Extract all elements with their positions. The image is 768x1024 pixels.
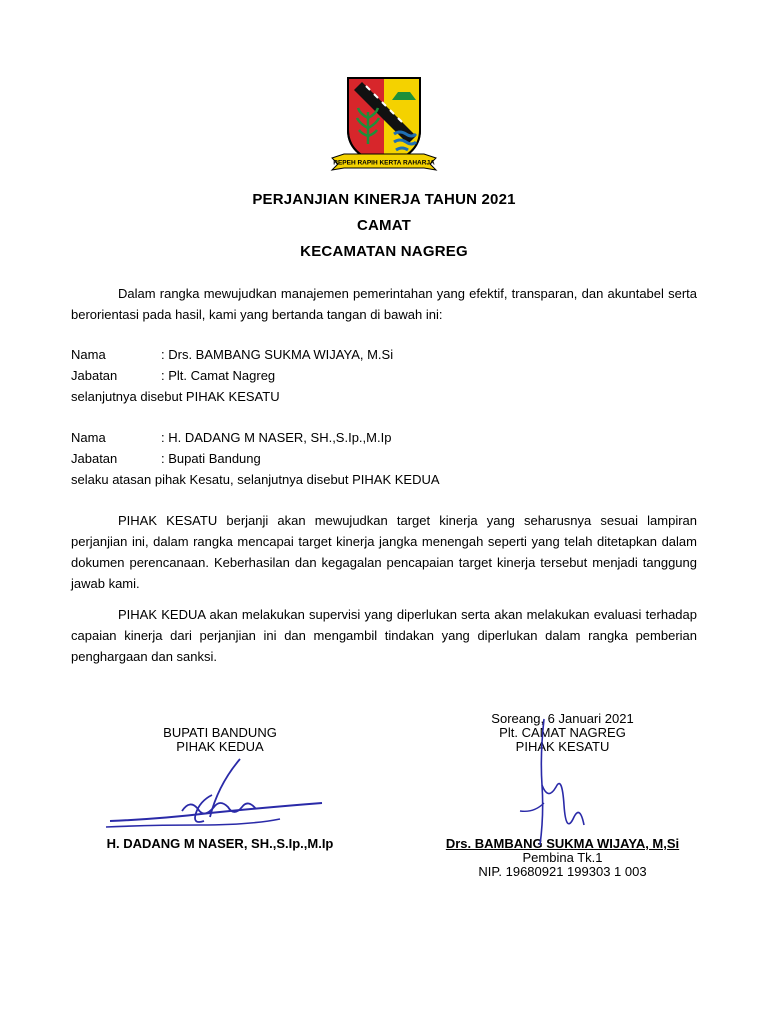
party2-note: selaku atasan pihak Kesatu, selanjutnya disebut PIHAK KEDUA (71, 472, 440, 487)
document-subtitle-position: CAMAT (356, 217, 412, 234)
signature-left-title: BUPATI BANDUNG (163, 725, 277, 740)
signature-right-place-date: Soreang, 6 Januari 2021 (491, 711, 634, 726)
party1-name-label: Nama (71, 347, 106, 362)
kabupaten-bandung-emblem (324, 72, 444, 176)
party1-position-value: : Plt. Camat Nagreg (161, 368, 276, 383)
party2-name-label: Nama (71, 430, 106, 445)
emblem-motto: REPEH RAPIH KERTA RAHARJA (333, 159, 435, 167)
party1-position-label: Jabatan (71, 368, 118, 383)
signature-left-handwritten-mark (100, 755, 330, 835)
intro-paragraph (71, 283, 697, 325)
party2-position-row (71, 448, 261, 469)
document-title: PERJANJIAN KINERJA TAHUN 2021 (252, 191, 516, 208)
party2-position-value: : Bupati Bandung (161, 451, 261, 466)
signature-right-title: Plt. CAMAT NAGREG (499, 725, 626, 740)
document-subtitle-district: KECAMATAN NAGREG (300, 243, 468, 260)
signature-right-name: Drs. BAMBANG SUKMA WIJAYA, M,Si (445, 836, 680, 851)
signature-left-role: PIHAK KEDUA (176, 739, 264, 754)
signature-right-role: PIHAK KESATU (515, 739, 610, 754)
party1-name-row (71, 344, 393, 365)
party2-position-label: Jabatan (71, 451, 118, 466)
party1-name-value: : Drs. BAMBANG SUKMA WIJAYA, M.Si (161, 347, 394, 362)
signature-left-name: H. DADANG M NASER, SH.,S.Ip.,M.Ip (106, 836, 334, 851)
signature-right-nip: NIP. 19680921 199303 1 003 (478, 864, 647, 879)
paragraph-pihak-kesatu-text: PIHAK KESATU berjanji akan mewujudkan target kinerja yang seharusnya sesuai lampiran perjanjian ini, dalam rangka mencapai target kinerja jangka menengah seperti yang telah ditetapkan dalam dokumen perencanaan. Keberhasilan dan kegagalan pencapaian target kinerja tersebut menjadi tanggung jawab kami. (71, 513, 697, 591)
party1-note: selanjutnya disebut PIHAK KESATU (71, 389, 280, 404)
signature-right-rank: Pembina Tk.1 (522, 850, 603, 865)
paragraph-pihak-kedua-text: PIHAK KEDUA akan melakukan supervisi yang diperlukan serta akan melakukan evaluasi terhadap capaian kinerja dari perjanjian ini dan mengambil tindakan yang diperlukan dalam rangka pemberian penghargaan dan sanksi. (71, 607, 697, 664)
paragraph-pihak-kedua (71, 604, 697, 667)
party2-name-row (71, 427, 391, 448)
paragraph-pihak-kesatu (71, 510, 697, 594)
party1-position-row (71, 365, 275, 386)
intro-text: Dalam rangka mewujudkan manajemen pemerintahan yang efektif, transparan, dan akuntabel serta berorientasi pada hasil, kami yang bertanda tangan di bawah ini: (71, 286, 697, 322)
party2-name-value: : H. DADANG M NASER, SH.,S.Ip.,M.Ip (161, 430, 392, 445)
